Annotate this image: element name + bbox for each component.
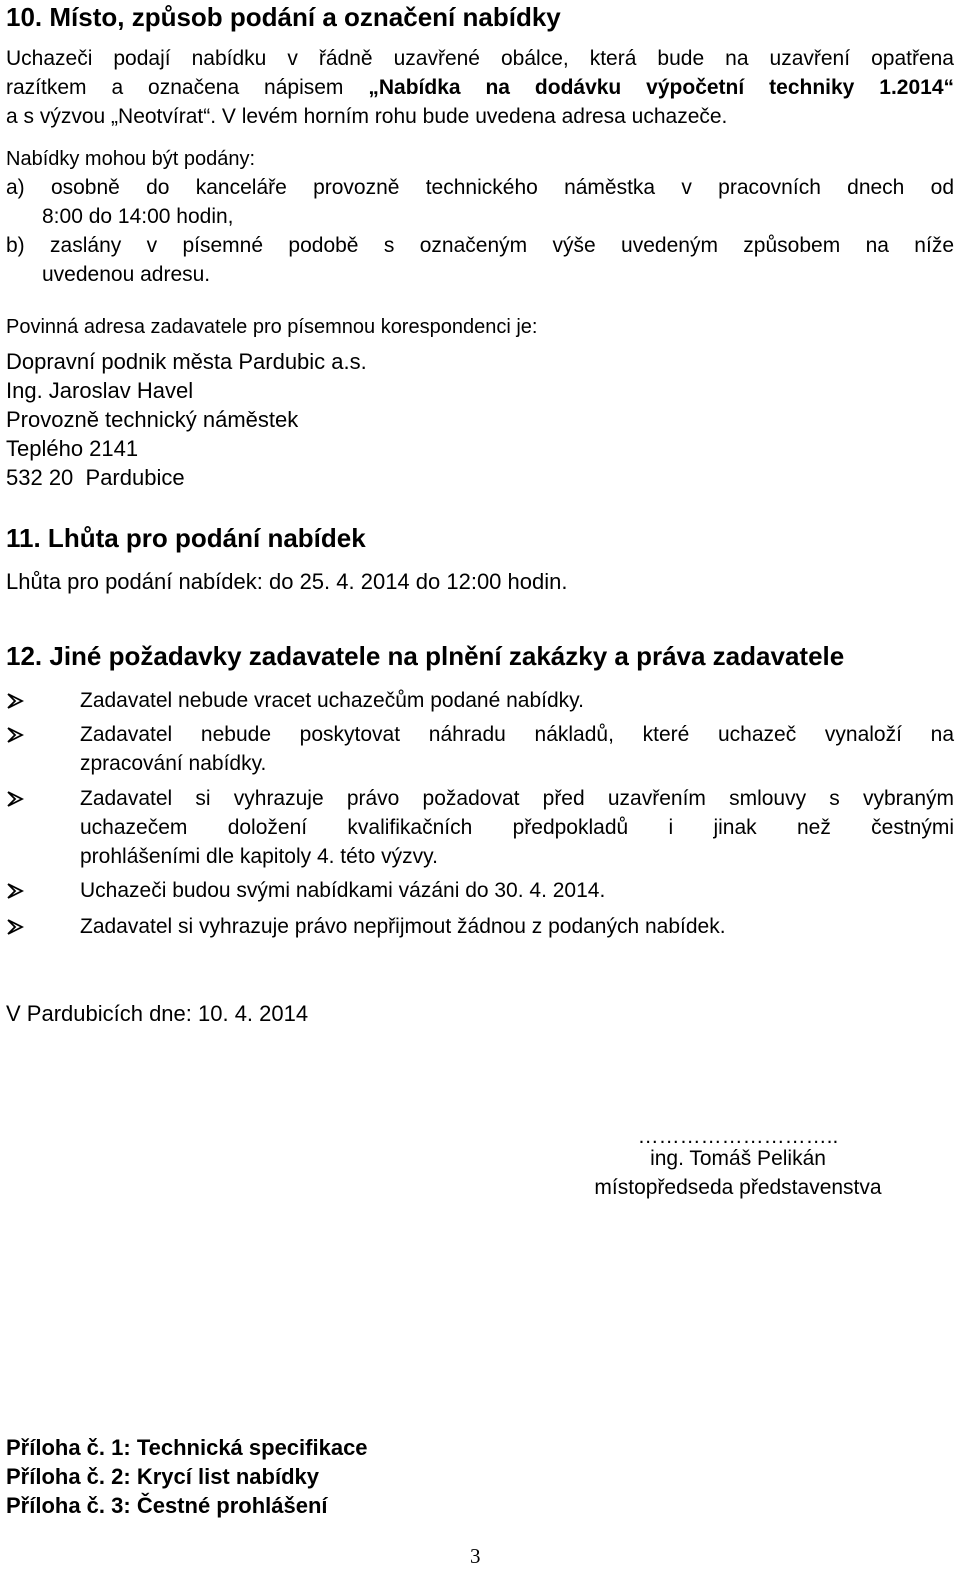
s10-paragraph-text: razítkem a označena nápisem bbox=[6, 76, 369, 99]
option-a-line-1: a) osobně do kanceláře provozně technického náměstka v pracovních dnech od bbox=[6, 176, 954, 199]
requirement-item-continued: zpracování nabídky. bbox=[80, 752, 267, 775]
option-b-line-1: b) zaslány v písemné podobě s označeným výše uvedeným způsobem na níže bbox=[6, 234, 954, 257]
requirement-item: Uchazeči budou svými nabídkami vázáni do 30. 4. 2014. bbox=[80, 879, 606, 902]
arrowhead-bullet-icon bbox=[6, 790, 24, 808]
signatory-name: ing. Tomáš Pelikán bbox=[650, 1147, 826, 1170]
submission-intro: Nabídky mohou být podány: bbox=[6, 148, 256, 170]
requirement-item: Zadavatel si vyhrazuje právo požadovat před uzavřením smlouvy s vybraným bbox=[80, 787, 954, 810]
section-11-heading: 11. Lhůta pro podání nabídek bbox=[6, 523, 366, 553]
requirement-item: Zadavatel nebude vracet uchazečům podané nabídky. bbox=[80, 689, 584, 712]
arrowhead-bullet-icon bbox=[6, 918, 24, 936]
deadline-text: Lhůta pro podání nabídek: do 25. 4. 2014 do 12:00 hodin. bbox=[6, 569, 568, 594]
s10-paragraph-line-1: Uchazeči podají nabídku v řádně uzavřené obálce, která bude na uzavření opatřena bbox=[6, 47, 954, 70]
page-number: 3 bbox=[470, 1544, 481, 1568]
address-intro: Povinná adresa zadavatele pro písemnou korespondenci je: bbox=[6, 316, 538, 338]
option-a-line-2: 8:00 do 14:00 hodin, bbox=[42, 205, 234, 228]
arrowhead-bullet-icon bbox=[6, 726, 24, 744]
attachment-item: Příloha č. 3: Čestné prohlášení bbox=[6, 1493, 328, 1518]
address-line: 532 20 Pardubice bbox=[6, 465, 185, 490]
section-10-heading: 10. Místo, způsob podání a označení nabídky bbox=[6, 2, 561, 32]
arrowhead-bullet-icon bbox=[6, 692, 24, 710]
signature-line: ……………………….. bbox=[637, 1125, 839, 1148]
address-line: Provozně technický náměstek bbox=[6, 407, 299, 432]
requirement-item-continued: prohlášeními dle kapitoly 4. této výzvy. bbox=[80, 845, 438, 868]
s10-paragraph-line-3: a s výzvou „Neotvírat“. V levém horním rohu bude uvedena adresa uchazeče. bbox=[6, 105, 728, 128]
option-b-line-2: uvedenou adresu. bbox=[42, 263, 211, 286]
address-line: Ing. Jaroslav Havel bbox=[6, 378, 194, 403]
section-12-heading: 12. Jiné požadavky zadavatele na plnění zakázky a práva zadavatele bbox=[6, 641, 845, 671]
requirement-item: Zadavatel nebude poskytovat náhradu nákladů, které uchazeč vynaloží na bbox=[80, 723, 954, 746]
arrowhead-bullet-icon bbox=[6, 882, 24, 900]
address-line: Teplého 2141 bbox=[6, 436, 139, 461]
requirement-item: Zadavatel si vyhrazuje právo nepřijmout žádnou z podaných nabídek. bbox=[80, 915, 726, 938]
envelope-label: „Nabídka na dodávku výpočetní techniky 1.2014“ bbox=[368, 76, 954, 99]
place-and-date: V Pardubicích dne: 10. 4. 2014 bbox=[6, 1001, 309, 1026]
attachment-item: Příloha č. 1: Technická specifikace bbox=[6, 1435, 368, 1460]
s10-paragraph-line-2 bbox=[6, 73, 954, 102]
address-line: Dopravní podnik města Pardubic a.s. bbox=[6, 349, 367, 374]
signatory-title: místopředseda představenstva bbox=[594, 1176, 882, 1199]
requirement-item-continued: uchazečem doložení kvalifikačních předpokladů i jinak než čestnými bbox=[80, 816, 954, 839]
attachment-item: Příloha č. 2: Krycí list nabídky bbox=[6, 1464, 319, 1489]
